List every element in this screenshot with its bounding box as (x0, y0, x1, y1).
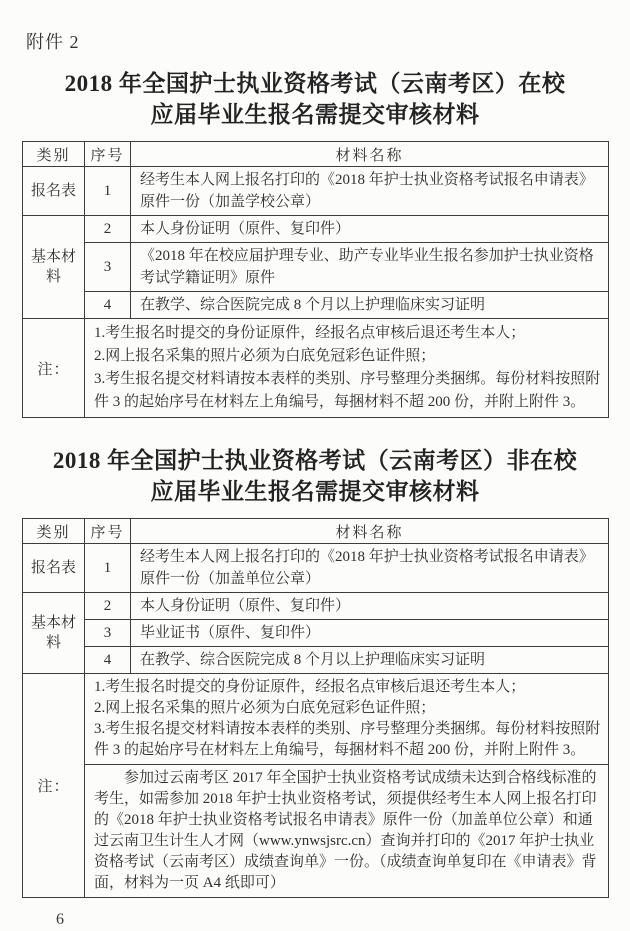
table2-note-item-2: 2.网上报名采集的照片必须为白底免冠彩色证件照； (94, 700, 436, 716)
table2-row4-material: 在教学、综合医院完成 8 个月以上护理临床实习证明 (131, 647, 609, 674)
table2-note-item-3: 3.考生报名提交材料请按本表样的类别、序号整理分类捆绑。每份材料按照附件 3 的起始序号在材料左上角编号，每捆材料不超 200 份，并附上附件 3。 (94, 721, 601, 758)
table2-header-material: 材料名称 (131, 519, 609, 544)
table2-row-3 (23, 620, 609, 647)
table2-note-label: 注： (23, 674, 85, 898)
table2-header-number: 序号 (85, 519, 131, 544)
table2-note-item-1: 1.考生报名时提交的身份证原件，经报名点审核后退还考生本人； (94, 679, 526, 695)
table1-title (22, 68, 608, 130)
table2-row1-material: 经考生本人网上报名打印的《2018 年护士执业资格考试报名申请表》原件一份（加盖单位公章） (131, 544, 609, 593)
table1-row2-material: 本人身份证明（原件、复印件） (131, 216, 609, 243)
table2-row-4 (23, 647, 609, 674)
table1-header-row (23, 142, 609, 167)
table1-note-row (23, 319, 609, 418)
table2-row1-category: 报名表 (23, 544, 85, 593)
attachment-label: 附件 2 (26, 32, 80, 52)
table2-row-1 (23, 544, 609, 593)
table2-note-row-1 (23, 674, 609, 765)
table1-header-category: 类别 (23, 142, 85, 167)
table1-row4-material: 在教学、综合医院完成 8 个月以上护理临床实习证明 (131, 292, 609, 319)
table2-row2-material: 本人身份证明（原件、复印件） (131, 593, 609, 620)
table2-notes (85, 674, 609, 765)
table2-row3-number: 3 (85, 620, 131, 647)
table1-row1-category: 报名表 (23, 167, 85, 216)
table2-note-extra-paragraph: 参加过云南考区 2017 年全国护士执业资格考试成绩未达到合格线标准的考生，如需参加 2018 年护士执业资格考试，须提供经考生本人网上报名打印的《2018 年护士执业资格考试报名申请表》原件一份（加盖单位公章）和通过云南卫生计生人才网（www.ynwsjsrc.cn）查询并打印的《2017 年护士执业资格考试（云南考区）成绩查询单》一份。（成绩查询单复印在《申请表》背面，材料为一页 A4 纸即可） (94, 770, 597, 891)
table1-header-material: 材料名称 (131, 142, 609, 167)
table2-materials (22, 518, 609, 898)
table1-row3-material: 《2018 年在校应届护理专业、助产专业毕业生报名参加护士执业资格考试学籍证明》原件 (131, 243, 609, 292)
table1-title-line1: 2018 年全国护士执业资格考试（云南考区）在校 (64, 71, 566, 96)
table2-row3-material: 毕业证书（原件、复印件） (131, 620, 609, 647)
table1-note-item-2: 2.网上报名采集的照片必须为白底免冠彩色证件照； (94, 348, 436, 364)
table2-title (22, 445, 608, 507)
table1-row2-number: 2 (85, 216, 131, 243)
table1-note-label: 注： (23, 319, 85, 418)
table1-note-item-3: 3.考生报名提交材料请按本表样的类别、序号整理分类捆绑。每份材料按照附件 3 的起始序号在材料左上角编号，每捆材料不超 200 份，并附上附件 3。 (94, 371, 601, 410)
table2-row1-number: 1 (85, 544, 131, 593)
table1-row-3 (23, 243, 609, 292)
table1-notes (85, 319, 609, 418)
table1-row1-number: 1 (85, 167, 131, 216)
table1-category-basic: 基本材料 (23, 216, 85, 319)
table1-row-1 (23, 167, 609, 216)
table1-row4-number: 4 (85, 292, 131, 319)
table2-header-category: 类别 (23, 519, 85, 544)
table1-row1-material: 经考生本人网上报名打印的《2018 年护士执业资格考试报名申请表》原件一份（加盖学校公章） (131, 167, 609, 216)
table2-row2-number: 2 (85, 593, 131, 620)
table2-header-row (23, 519, 609, 544)
table2-note-extra (85, 765, 609, 898)
table1-row-2 (23, 216, 609, 243)
table2-note-row-2 (23, 765, 609, 898)
table2-title-line1: 2018 年全国护士执业资格考试（云南考区）非在校 (52, 448, 578, 473)
table1-row-4 (23, 292, 609, 319)
table1-title-line2: 应届毕业生报名需提交审核材料 (150, 102, 480, 127)
table2-row-2 (23, 593, 609, 620)
table1-row3-number: 3 (85, 243, 131, 292)
table2-category-basic: 基本材料 (23, 593, 85, 674)
table1-header-number: 序号 (85, 142, 131, 167)
table1-materials (22, 141, 609, 418)
table2-row4-number: 4 (85, 647, 131, 674)
table2-title-line2: 应届毕业生报名需提交审核材料 (150, 479, 480, 504)
table1-note-item-1: 1.考生报名时提交的身份证原件，经报名点审核后退还考生本人； (94, 325, 526, 341)
page-number: 6 (56, 911, 64, 928)
